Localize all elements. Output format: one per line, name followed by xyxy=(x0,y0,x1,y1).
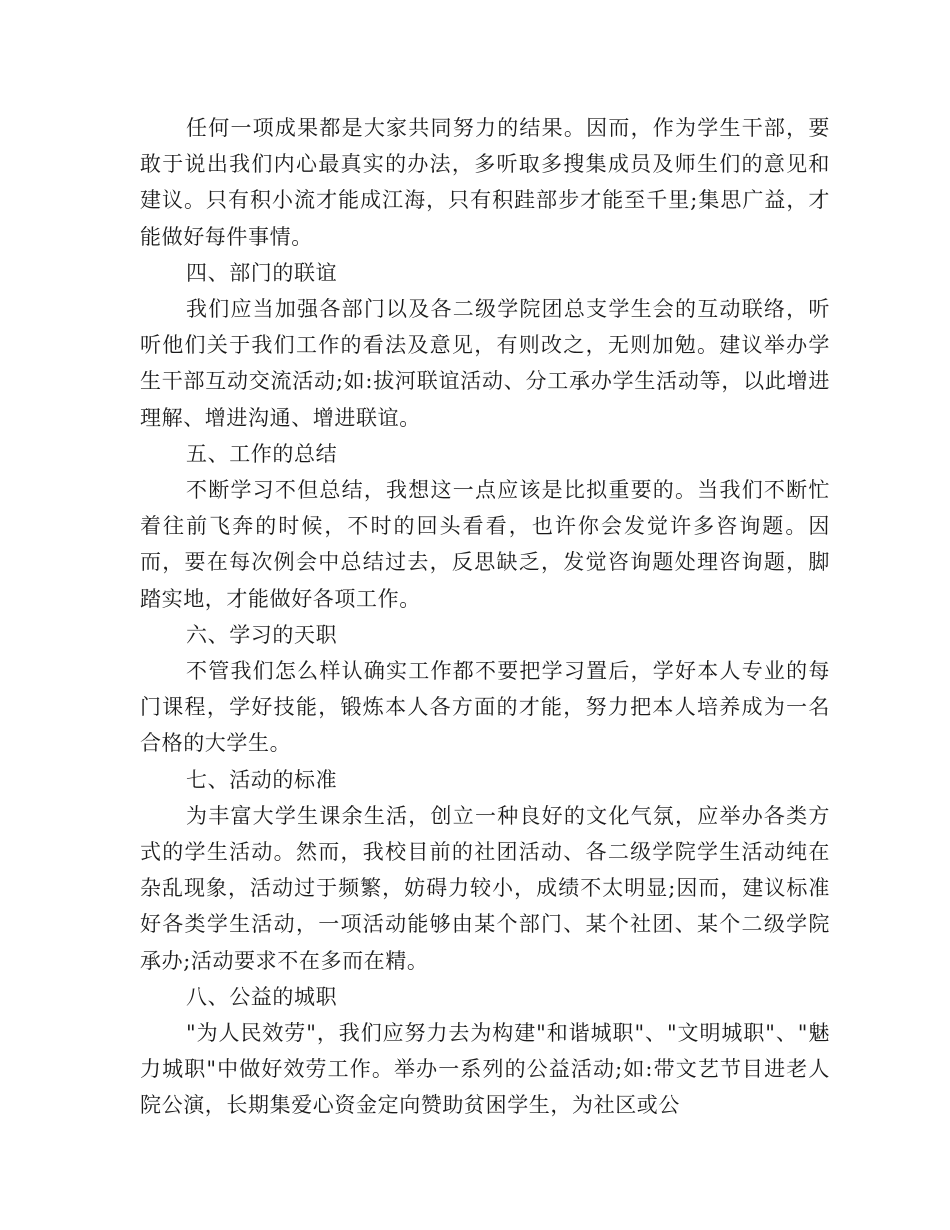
paragraph: 为丰富大学生课余生活，创立一种良好的文化气氛，应举办各类方式的学生活动。然而，我校目前的社团活动、各二级学院学生活动纯在杂乱现象，活动过于频繁，妨碍力较小，成绩不太明显;因而，建议标准好各类学生活动，一项活动能够由某个部门、某个社团、某个二级学院承办;活动要求不在多而在精。 xyxy=(140,803,830,973)
paragraph: 我们应当加强各部门以及各二级学院团总支学生会的互动联络，听听他们关于我们工作的看法及意见，有则改之，无则加勉。建议举办学生干部互动交流活动;如:拔河联谊活动、分工承办学生活动等，以此增进理解、增进沟通、增进联谊。 xyxy=(140,297,830,430)
section-heading: 五、工作的总结 xyxy=(186,441,338,466)
paragraph: 不管我们怎么样认确实工作都不要把学习置后，学好本人专业的每门课程，学好技能，锻炼本人各方面的才能，努力把本人培养成为一名合格的大学生。 xyxy=(140,659,830,756)
section-heading: 七、活动的标准 xyxy=(186,767,338,792)
section-heading: 六、学习的天职 xyxy=(186,622,338,647)
paragraph: 不断学习不但总结，我想这一点应该是比拟重要的。当我们不断忙着往前飞奔的时候，不时的回头看看，也许你会发觉许多咨询题。因而，要在每次例会中总结过去，反思缺乏，发觉咨询题处理咨询题，脚踏实地，才能做好各项工作。 xyxy=(140,478,830,611)
paragraph: 任何一项成果都是大家共同努力的结果。因而，作为学生干部，要敢于说出我们内心最真实的办法，多听取多搜集成员及师生们的意见和建议。只有积小流才能成江海，只有积跬部步才能至千里;集思广益，才能做好每件事情。 xyxy=(140,116,830,249)
section-heading: 四、部门的联谊 xyxy=(186,260,338,285)
paragraph: "为人民效劳"，我们应努力去为构建"和谐城职"、"文明城职"、"魅力城职"中做好效劳工作。举办一系列的公益活动;如:带文艺节目进老人院公演，长期集爱心资金定向赞助贫困学生，为社区或公 xyxy=(140,1021,830,1118)
document-body xyxy=(140,110,830,1124)
section-heading: 八、公益的城职 xyxy=(186,984,338,1009)
